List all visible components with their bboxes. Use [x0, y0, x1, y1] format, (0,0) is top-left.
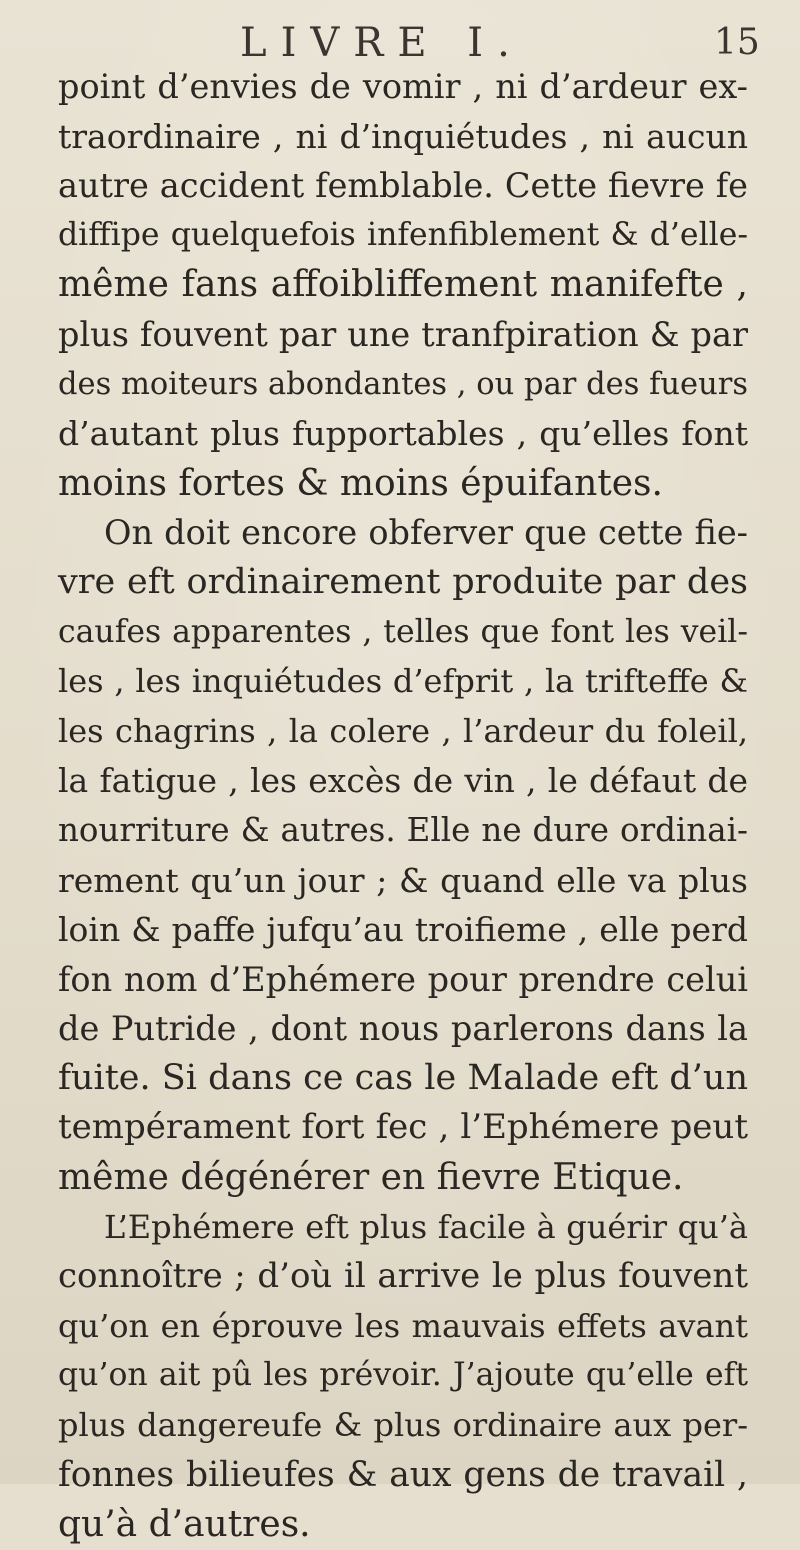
text-line: des moiteurs abondantes , ou par des fueurs — [58, 366, 748, 402]
text-line: L’Ephémere eft plus facile à guérir qu’à — [104, 1207, 748, 1246]
paragraph-1 — [58, 62, 748, 508]
text-line: qu’on en éprouve les mauvais effets avant — [58, 1306, 748, 1345]
text-line: la fatigue , les excès de vin , le défaut de — [58, 761, 748, 801]
text-line: fuite. Si dans ce cas le Malade eft d’un — [58, 1057, 748, 1098]
text-line: tempérament fort fec , l’Ephémere peut — [58, 1107, 748, 1148]
text-line: plus dangereufe & plus ordinaire aux per- — [58, 1406, 748, 1445]
text-line: loin & paffe jufqu’au troifieme , elle perd — [58, 910, 748, 950]
body-text — [58, 62, 748, 1550]
text-line: connoître ; d’où il arrive le plus fouvent — [58, 1256, 748, 1297]
text-line: d’autant plus fupportables , qu’elles font — [58, 414, 748, 454]
text-line: nourriture & autres. Elle ne dure ordinai- — [58, 810, 748, 849]
text-line: point d’envies de vomir , ni d’ardeur ex- — [58, 67, 748, 106]
text-line: qu’à d’autres. — [58, 1504, 311, 1546]
text-line: vre eft ordinairement produite par des — [58, 561, 748, 602]
text-line: caufes apparentes , telles que font les veil- — [58, 613, 748, 650]
text-line: de Putride , dont nous parlerons dans la — [58, 1009, 748, 1049]
paragraph-2 — [58, 508, 748, 1202]
text-line: autre accident femblable. Cette fievre fe — [58, 166, 748, 206]
text-line: même dégénérer en fievre Etique. — [58, 1157, 684, 1199]
text-line: fonnes bilieufes & aux gens de travail , — [58, 1454, 748, 1495]
text-line: même fans affoibliffement manifefte , — [58, 264, 748, 306]
page-number: 15 — [714, 22, 760, 63]
text-line: moins fortes & moins épuifantes. — [58, 462, 663, 504]
text-line: les chagrins , la colere , l’ardeur du foleil, — [58, 711, 748, 750]
text-line: plus fouvent par une tranfpiration & par — [58, 314, 748, 354]
text-line: diffipe quelquefois infenfiblement & d’elle- — [58, 216, 748, 253]
text-line: les , les inquiétudes d’efprit , la trifteffe & — [58, 662, 748, 701]
text-line: rement qu’un jour ; & quand elle va plus — [58, 860, 748, 900]
text-line: fon nom d’Ephémere pour prendre celui — [58, 959, 748, 999]
text-line: traordinaire , ni d’inquiétudes , ni aucun — [58, 116, 748, 156]
text-line: On doit encore obferver que cette fie- — [104, 513, 748, 553]
running-title: LIVRE I. — [240, 20, 524, 66]
text-line: qu’on ait pû les prévoir. J’ajoute qu’elle eft — [58, 1357, 748, 1394]
paragraph-3 — [58, 1203, 748, 1550]
